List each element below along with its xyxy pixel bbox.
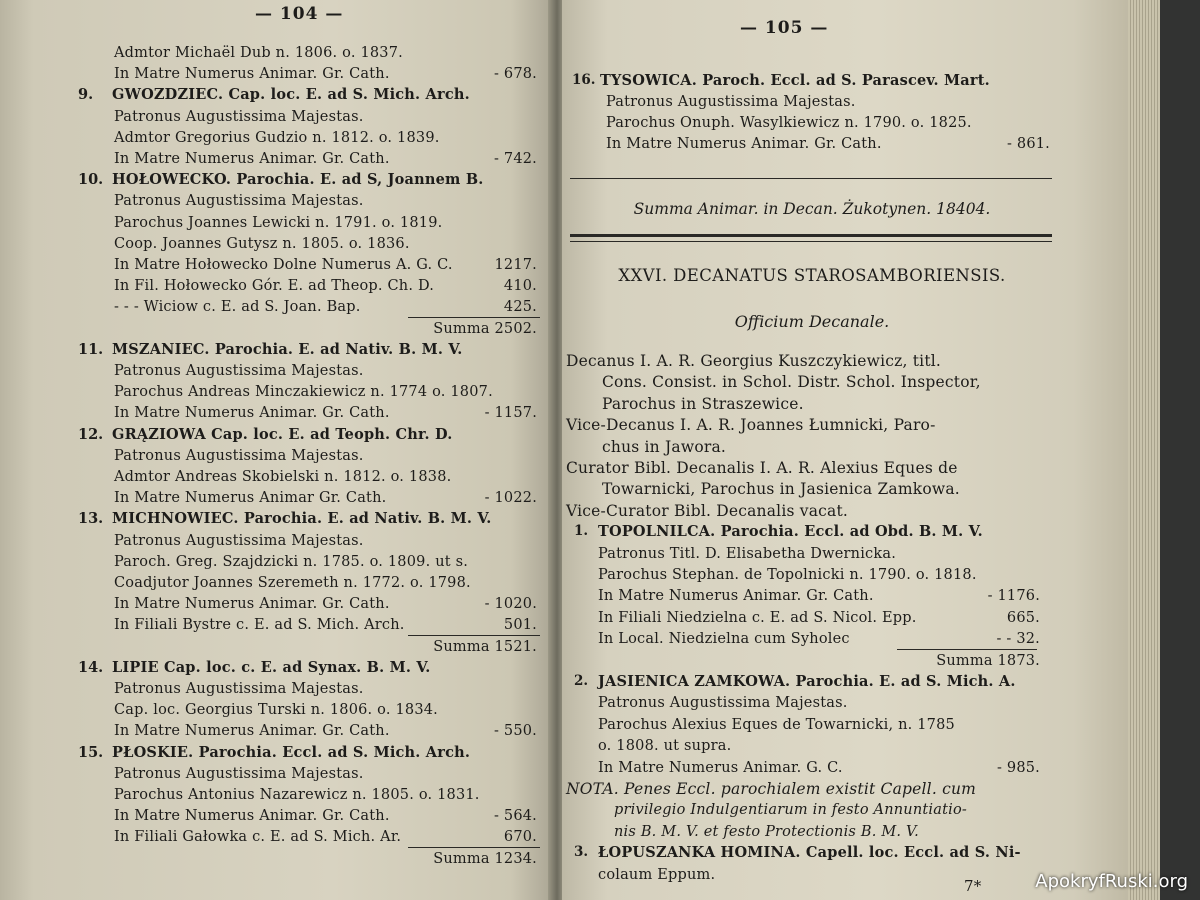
entry-line: Patronus Augustissima Majestas. xyxy=(114,108,364,125)
count-value: 425. xyxy=(503,299,537,316)
entry-number: 15. xyxy=(78,743,104,761)
entry-line: Patronus Augustissima Majestas. xyxy=(114,681,364,697)
count-value: 670. xyxy=(503,829,537,846)
signature-mark: 7* xyxy=(964,877,982,895)
entry-line: Admtor Andreas Skobielski n. 1812. o. 1838. xyxy=(114,469,452,485)
entry-line: Parochus Stephan. de Topolnicki n. 1790. o. 1818. xyxy=(598,567,977,583)
entry-number: 1. xyxy=(574,523,589,540)
entry-line: In Matre Numerus Animar. G. C. xyxy=(598,759,843,776)
entry-line: In Matre Numerus Animar Gr. Cath. xyxy=(114,490,387,507)
entry-line: NOTA. Penes Eccl. parochialem existit Capell. cum xyxy=(566,780,977,798)
rule-double-b xyxy=(570,241,1052,242)
entry-line: Patronus Augustissima Majestas. xyxy=(114,193,364,210)
count-value: - 1157. xyxy=(484,405,537,422)
page-number-right: — 105 — xyxy=(740,18,829,38)
parish-heading: HOŁOWECKO. Parochia. E. ad S, Joannem B. xyxy=(112,171,484,189)
parish-heading: TOPOLNILCA. Parochia. Eccl. ad Obd. B. M. V. xyxy=(598,523,983,541)
count-value: - 550. xyxy=(494,723,537,740)
right-page xyxy=(562,0,1130,900)
entry-line: Patronus Augustissima Majestas. xyxy=(606,94,856,110)
background xyxy=(1160,0,1200,900)
entry-line: Curator Bibl. Decanalis I. A. R. Alexius Eques de xyxy=(566,459,958,477)
entry-line: Coop. Joannes Gutysz n. 1805. o. 1836. xyxy=(114,235,410,252)
sum-rule xyxy=(408,317,540,318)
count-value: 410. xyxy=(503,278,537,295)
decanatus-title: XXVI. DECANATUS STAROSAMBORIENSIS. xyxy=(618,266,1006,285)
parish-heading: TYSOWICA. Paroch. Eccl. ad S. Parascev. Mart. xyxy=(600,72,990,89)
entry-line: privilegio Indulgentiarum in festo Annuntiatio- xyxy=(614,802,967,819)
entry-number: 14. xyxy=(78,658,104,676)
entry-line: Patronus Titl. D. Elisabetha Dwernicka. xyxy=(598,545,896,562)
entry-line: In Local. Niedzielna cum Syholec xyxy=(598,631,850,648)
summa-decanatus: Summa Animar. in Decan. Żukotynen. 18404. xyxy=(633,200,991,218)
entry-line: Patronus Augustissima Majestas. xyxy=(114,765,364,782)
count-value: - 678. xyxy=(494,66,537,83)
parish-heading: LIPIE Cap. loc. c. E. ad Synax. B. M. V. xyxy=(112,658,431,676)
count-value: - 564. xyxy=(494,808,537,825)
count-value: - 985. xyxy=(997,759,1040,776)
entry-line: o. 1808. ut supra. xyxy=(598,738,732,755)
sum-rule xyxy=(408,847,540,848)
parish-heading: MICHNOWIEC. Parochia. E. ad Nativ. B. M. V. xyxy=(112,510,492,528)
rule-top xyxy=(570,178,1052,179)
parish-heading: JASIENICA ZAMKOWA. Parochia. E. ad S. Mich. A. xyxy=(598,673,1016,690)
entry-line: In Matre Numerus Animar. Gr. Cath. xyxy=(114,808,390,825)
entry-line: Patronus Augustissima Majestas. xyxy=(114,532,364,549)
count-value: - 1176. xyxy=(987,588,1040,605)
entry-line: Decanus I. A. R. Georgius Kuszczykiewicz, titl. xyxy=(566,352,942,370)
left-page xyxy=(0,0,555,900)
entry-line: - - - Wiciow c. E. ad S. Joan. Bap. xyxy=(114,299,361,316)
entry-line: In Filiali Bystre c. E. ad S. Mich. Arch. xyxy=(114,617,405,634)
entry-line: In Matre Numerus Animar. Gr. Cath. xyxy=(114,66,390,83)
rule-double-a xyxy=(570,234,1052,237)
count-value: 501. xyxy=(503,617,537,634)
entry-line: colaum Eppum. xyxy=(598,866,716,883)
count-value: - 742. xyxy=(494,151,537,167)
parish-heading: GRĄZIOWA Cap. loc. E. ad Teoph. Chr. D. xyxy=(112,425,453,443)
parish-heading: ŁOPUSZANKA HOMINA. Capell. loc. Eccl. ad S. Ni- xyxy=(598,844,1021,862)
entry-line: Parochus in Straszewice. xyxy=(602,394,804,413)
entry-line: In Matre Numerus Animar. Gr. Cath. xyxy=(114,405,390,422)
summa-value: Summa 1521. xyxy=(433,638,537,655)
entry-line: chus in Jawora. xyxy=(602,437,727,456)
entry-number: 9. xyxy=(78,86,94,104)
entry-line: In Matre Numerus Animar. Gr. Cath. xyxy=(606,136,882,152)
entry-line: Cons. Consist. in Schol. Distr. Schol. Inspector, xyxy=(602,373,981,392)
entry-line: Patronus Augustissima Majestas. xyxy=(598,695,848,712)
entry-number: 12. xyxy=(78,425,104,443)
entry-line: Coadjutor Joannes Szeremeth n. 1772. o. 1798. xyxy=(114,575,471,591)
sum-rule xyxy=(408,635,540,636)
entry-line: Parochus Onuph. Wasylkiewicz n. 1790. o. 1825. xyxy=(606,115,972,131)
entry-line: Patronus Augustissima Majestas. xyxy=(114,447,364,464)
entry-line: In Filiali Niedzielna c. E. ad S. Nicol. Epp. xyxy=(598,609,917,626)
entry-number: 11. xyxy=(78,340,104,358)
entry-number: 10. xyxy=(78,171,104,189)
entry-number: 13. xyxy=(78,510,104,528)
entry-line: Towarnicki, Parochus in Jasienica Zamkowa. xyxy=(602,480,960,499)
entry-line: Parochus Andreas Minczakiewicz n. 1774 o. 1807. xyxy=(114,384,493,401)
entry-line: Parochus Alexius Eques de Towarnicki, n. 1785 xyxy=(598,716,955,733)
entry-line: Parochus Joannes Lewicki n. 1791. o. 1819. xyxy=(114,214,443,231)
count-value: - - 32. xyxy=(996,631,1040,648)
entry-line: In Matre Hołowecko Dolne Numerus A. G. C. xyxy=(114,257,453,273)
officium-heading: Officium Decanale. xyxy=(734,312,890,331)
entry-line: In Filiali Gałowka c. E. ad S. Mich. Ar. xyxy=(114,829,402,846)
parish-heading: GWOZDZIEC. Cap. loc. E. ad S. Mich. Arch. xyxy=(112,86,470,104)
entry-line: nis B. M. V. et festo Protectionis B. M. V. xyxy=(614,823,919,840)
sum-rule xyxy=(897,649,1037,650)
entry-line: In Matre Numerus Animar. Gr. Cath. xyxy=(114,596,390,613)
parish-heading: MSZANIEC. Parochia. E. ad Nativ. B. M. V. xyxy=(112,340,463,358)
entry-line: Paroch. Greg. Szajdzicki n. 1785. o. 1809. ut s. xyxy=(114,553,469,570)
entry-line: Admtor Gregorius Gudzio n. 1812. o. 1839. xyxy=(114,129,440,146)
entry-line: Admtor Michaël Dub n. 1806. o. 1837. xyxy=(114,45,403,61)
entry-number: 16. xyxy=(572,72,596,88)
entry-line: In Fil. Hołowecko Gór. E. ad Theop. Ch. D. xyxy=(114,278,435,295)
entry-line: Vice-Curator Bibl. Decanalis vacat. xyxy=(566,501,849,520)
count-value: - 861. xyxy=(1007,136,1050,152)
count-value: 665. xyxy=(1006,609,1040,626)
entry-line: In Matre Numerus Animar. Gr. Cath. xyxy=(114,723,390,740)
entry-line: In Matre Numerus Animar. Gr. Cath. xyxy=(598,588,874,605)
summa-value: Summa 1234. xyxy=(433,850,537,867)
entry-line: Patronus Augustissima Majestas. xyxy=(114,363,364,379)
summa-value: Summa 2502. xyxy=(433,320,537,337)
count-value: - 1020. xyxy=(484,596,537,613)
entry-line: Parochus Antonius Nazarewicz n. 1805. o. 1831. xyxy=(114,787,480,803)
count-value: - 1022. xyxy=(484,490,537,507)
entry-line: Cap. loc. Georgius Turski n. 1806. o. 1834. xyxy=(114,702,438,719)
page-number-left: — 104 — xyxy=(255,4,344,24)
summa-value: Summa 1873. xyxy=(936,652,1040,669)
entry-line: Vice-Decanus I. A. R. Joannes Łumnicki, Paro- xyxy=(566,416,936,435)
entry-line: In Matre Numerus Animar. Gr. Cath. xyxy=(114,151,390,167)
count-value: 1217. xyxy=(494,257,537,273)
watermark: ApokryfRuski.org xyxy=(1035,871,1188,892)
entry-number: 2. xyxy=(574,673,589,689)
parish-heading: PŁOSKIE. Parochia. Eccl. ad S. Mich. Arch. xyxy=(112,743,471,761)
entry-number: 3. xyxy=(574,844,589,861)
